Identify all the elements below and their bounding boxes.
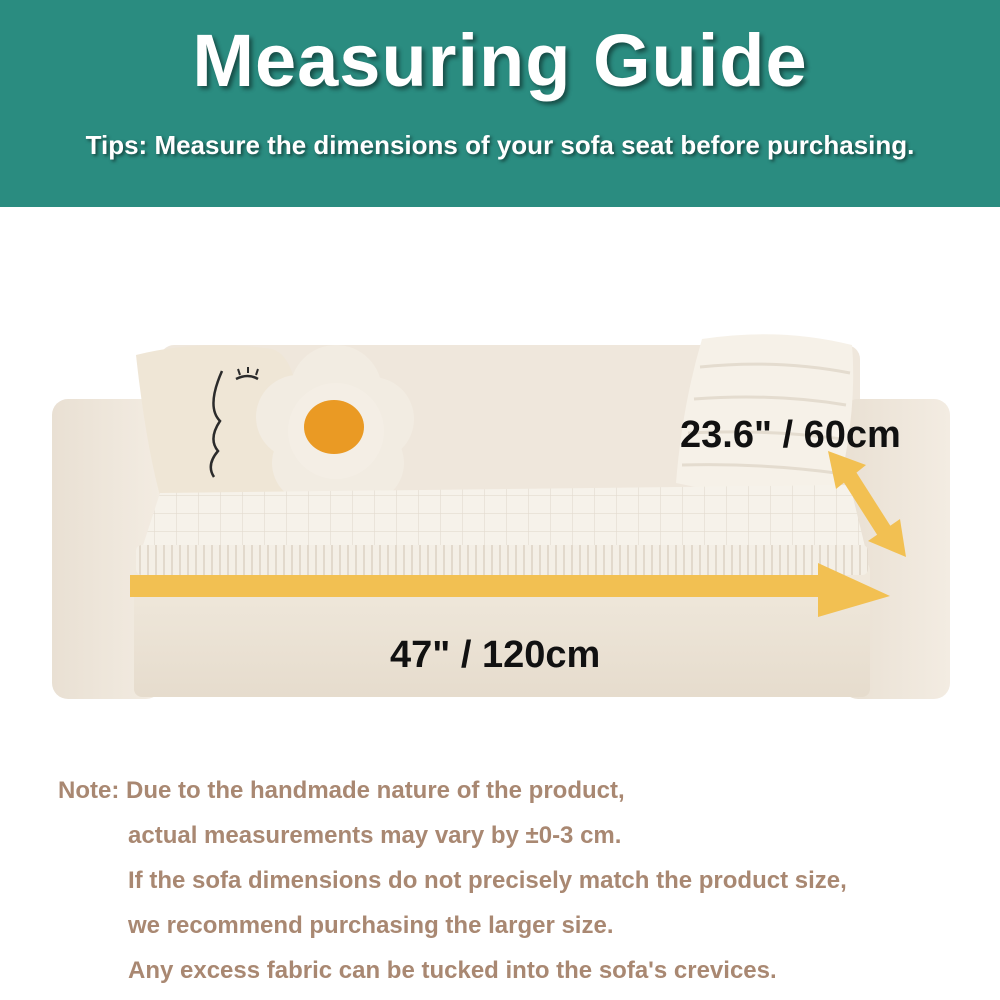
note-line: we recommend purchasing the larger size. (128, 912, 614, 939)
note-line: Note: Due to the handmade nature of the product, (58, 777, 625, 804)
tips-text: Tips: Measure the dimensions of your sofa seat before purchasing. (85, 130, 915, 160)
quilted-seat-cushion (136, 485, 868, 575)
width-dimension-label: 47" / 120cm (390, 634, 601, 676)
header-banner (0, 0, 1000, 207)
page-title: Measuring Guide (192, 19, 808, 102)
note-line: actual measurements may vary by ±0-3 cm. (128, 822, 622, 849)
note-line: Any excess fabric can be tucked into the sofa's crevices. (128, 957, 777, 984)
note-line: If the sofa dimensions do not precisely match the product size, (128, 867, 847, 894)
sofa-scene (0, 207, 1000, 747)
depth-dimension-label: 23.6" / 60cm (680, 414, 901, 456)
note-block (58, 772, 978, 997)
